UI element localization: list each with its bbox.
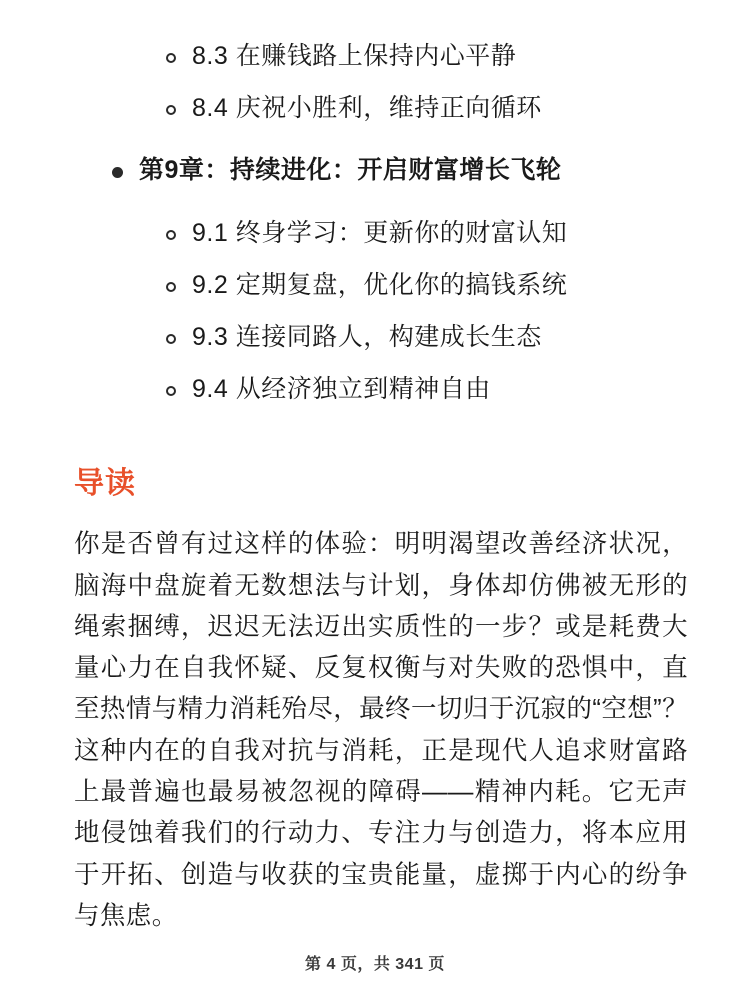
solid-bullet-icon: [112, 167, 123, 178]
hollow-bullet-icon: [166, 53, 176, 63]
page-footer: 第 4 页，共 341 页: [305, 956, 445, 973]
list-item[interactable]: [56, 269, 694, 303]
list-item[interactable]: [56, 154, 694, 188]
section-paragraph: 你是否曾有过这样的体验：明明渴望改善经济状况，脑海中盘旋着无数想法与计划，身体却仿佛被无形的绳索捆缚，迟迟无法迈出实质性的一步？或是耗费大量心力在自我怀疑、反复权衡与对失败的恐惧中，直至热情与精力消耗殆尽，最终一切归于沉寂的“空想”？这种内在的自我对抗与消耗，正是现代人追求财富路上最普遍也最易被忽视的障碍——精神内耗。它无声地侵蚀着我们的行动力、专注力与创造力，将本应用于开拓、创造与收获的宝贵能量，虚掷于内心的纷争与焦虑。: [74, 530, 688, 930]
toc-entry-label: 8.4 庆祝小胜利，维持正向循环: [192, 93, 542, 122]
list-item[interactable]: [56, 40, 694, 74]
toc-chapter-label: 第9章：持续进化：开启财富增长飞轮: [139, 155, 562, 184]
toc-entry-label: 9.4 从经济独立到精神自由: [192, 374, 491, 403]
hollow-bullet-icon: [166, 230, 176, 240]
list-item[interactable]: [56, 92, 694, 126]
toc-entry-label: 9.3 连接同路人，构建成长生态: [192, 322, 542, 351]
hollow-bullet-icon: [166, 334, 176, 344]
toc-entry-label: 8.3 在赚钱路上保持内心平静: [192, 42, 517, 70]
section-heading: 导读: [74, 467, 136, 501]
toc-entry-label: 9.2 定期复盘，优化你的搞钱系统: [192, 271, 568, 299]
list-item[interactable]: [56, 373, 694, 407]
hollow-bullet-icon: [166, 386, 176, 396]
table-of-contents: [56, 40, 694, 406]
list-item[interactable]: [56, 321, 694, 355]
hollow-bullet-icon: [166, 105, 176, 115]
toc-entry-label: 9.1 终身学习：更新你的财富认知: [192, 219, 568, 248]
hollow-bullet-icon: [166, 282, 176, 292]
list-item[interactable]: [56, 217, 694, 251]
